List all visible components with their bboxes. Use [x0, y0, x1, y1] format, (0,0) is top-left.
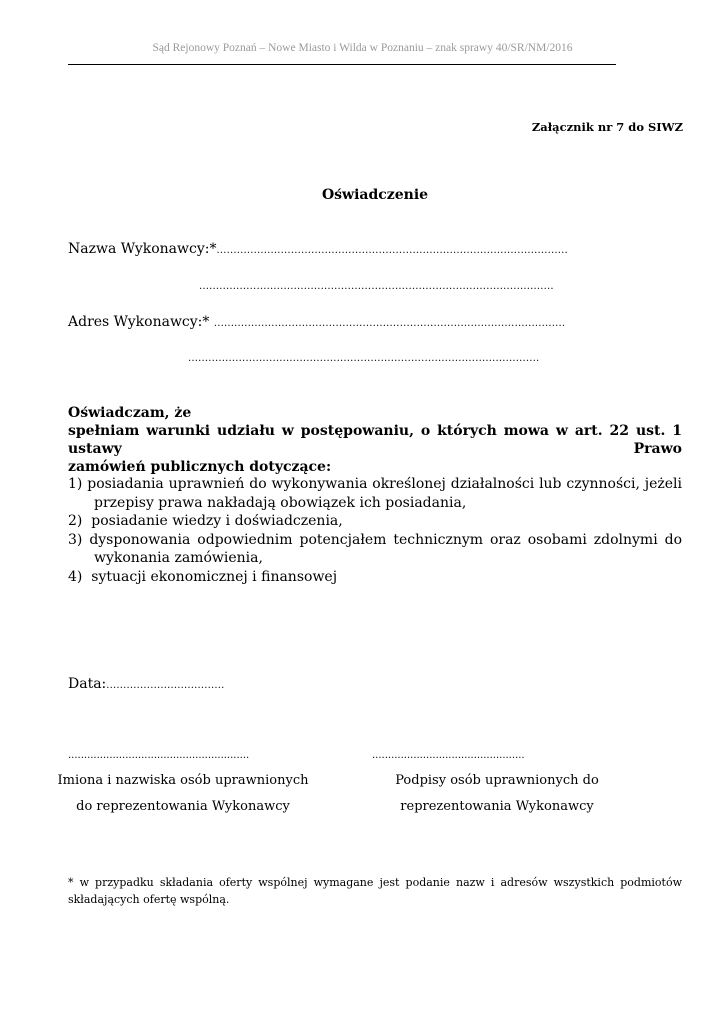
- signature-right-line-1: Podpisy osób uprawnionych do: [395, 773, 599, 788]
- date-field: [68, 676, 225, 692]
- contractor-address-dots: ........................................................................................................: [213, 318, 566, 329]
- list-item-number: 4): [68, 568, 83, 585]
- contractor-name-dots: ........................................................................................................: [216, 245, 568, 256]
- declaration-block: [68, 404, 682, 476]
- footnote: [68, 874, 682, 908]
- footnote-line-2: składających ofertę wspólną.: [68, 893, 230, 906]
- contractor-address-label: Adres Wykonawcy:*: [68, 314, 214, 330]
- signature-left-line-2: do reprezentowania Wykonawcy: [76, 799, 290, 814]
- contractor-address-field: [68, 314, 565, 330]
- signature-left-dots: .........................................................: [68, 750, 250, 761]
- list-item: [68, 568, 682, 587]
- list-item-text: dysponowania odpowiednim potencjałem technicznym oraz osobami zdolnymi do: [89, 531, 682, 548]
- date-label: Data:: [68, 676, 107, 692]
- signature-left-line-1: Imiona i nazwiska osób uprawnionych: [57, 773, 309, 788]
- contractor-address-dots-line-2: ........................................................................................................: [188, 353, 540, 364]
- list-item-text: posiadania uprawnień do wykonywania określonej działalności lub czynności, jeżeli: [87, 476, 683, 492]
- document-title: Oświadczenie: [321, 187, 429, 203]
- conditions-list: [68, 475, 682, 586]
- list-item: [68, 512, 682, 531]
- list-item-number: 2): [68, 513, 83, 529]
- signature-right-dots: ................................................: [372, 750, 525, 761]
- date-dots: ...................................: [106, 680, 225, 691]
- list-item-continuation: przepisy prawa nakładają obowiązek ich posiadania,: [94, 494, 467, 511]
- footnote-line-1: * w przypadku składania oferty wspólnej wymagane jest podanie nazw i adresów wszystkich podmiotów: [68, 876, 682, 889]
- list-item: [68, 475, 682, 512]
- list-item-number: 1): [68, 476, 83, 492]
- list-item-continuation: wykonania zamówienia,: [94, 550, 263, 566]
- annex-label: Załącznik nr 7 do SIWZ: [531, 120, 683, 134]
- document-header: Sąd Rejonowy Poznań – Nowe Miasto i Wilda w Poznaniu – znak sprawy 40/SR/NM/2016: [152, 42, 573, 54]
- signature-right-line-2: reprezentowania Wykonawcy: [400, 799, 594, 814]
- list-item-number: 3): [68, 531, 83, 548]
- header-divider: [68, 64, 616, 65]
- list-item: [68, 531, 682, 568]
- contractor-name-label: Nazwa Wykonawcy:*: [68, 241, 217, 257]
- declaration-line-1: Oświadczam, że: [68, 405, 192, 421]
- contractor-name-dots-line-2: .........................................................................................................: [199, 281, 554, 292]
- declaration-line-3: zamówień publicznych dotyczące:: [68, 459, 332, 475]
- list-item-text: posiadanie wiedzy i doświadczenia,: [91, 513, 343, 529]
- list-item-text: sytuacji ekonomicznej i finansowej: [91, 568, 338, 585]
- contractor-name-field: [68, 241, 568, 257]
- declaration-line-2: spełniam warunki udziału w postępowaniu, o których mowa w art. 22 ust. 1 ustawy Prawo: [68, 423, 682, 457]
